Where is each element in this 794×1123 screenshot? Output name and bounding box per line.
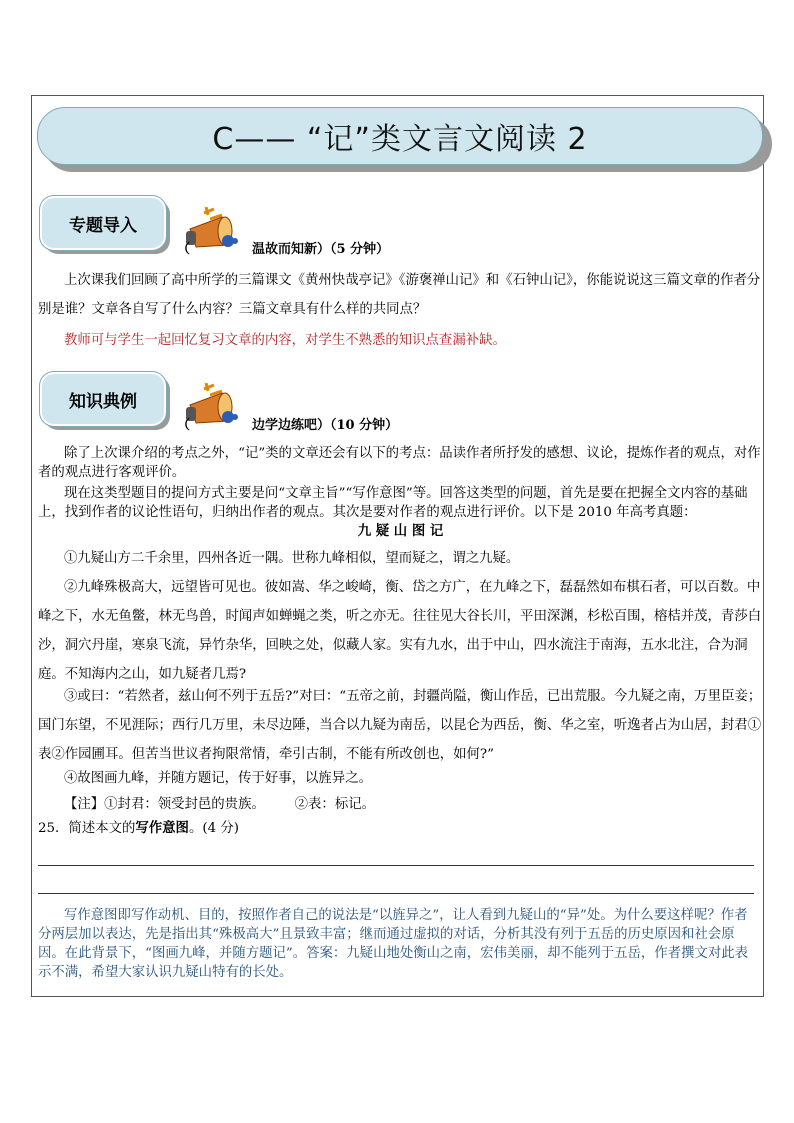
passage-paragraph-1: ①九疑山方二千余里，四州各近一隅。世称九峰相似，望而疑之，谓之九疑。: [64, 551, 520, 566]
teacher-note: 教师可与学生一起回忆复习文章的内容，对学生不熟悉的知识点查漏补缺。: [64, 333, 506, 348]
intro-time-note: 温故而知新）（5 分钟）: [252, 242, 390, 257]
section-badge-intro: [40, 196, 168, 250]
examples-note-open: （: [177, 418, 191, 433]
passage-paragraph-4: ④故图画九峰，并随方题记，传于好事，以旌异之。: [64, 771, 372, 786]
intro-note-open: （: [177, 242, 191, 257]
section-badge-label: 知识典例: [40, 372, 166, 426]
passage-title: 九 疑 山 图 记: [357, 523, 444, 539]
answer-line: [38, 893, 754, 894]
intro-paragraph: 上次课我们回顾了高中所学的三篇课文《黄州快哉亭记》《游褒禅山记》和《石钟山记》，你能说说这三篇文章的作者分别是谁？文章各自写了什么内容？三篇文章具有什么样的共同点？: [38, 273, 761, 317]
answer-text: 写作意图即写作动机、目的，按照作者自己的说法是“以旌异之”，让人看到九疑山的“异”处。为什么要这样呢？作者分两层加以表达，先是指出其“殊极高大”且景致丰富；继而通过虚拟的对话，分析其没有列于五岳的历史原因和社会原因。在此背景下，“图画九峰，并随方题记”。答案：九疑山地处衡山之南，宏伟美丽，却不能列于五岳，作者撰文对此表示不满，希望大家认识九疑山特有的长处。: [38, 908, 748, 980]
section-badge-label: 专题导入: [40, 196, 166, 250]
answer-line: [38, 865, 754, 866]
examples-paragraph-2: 现在这类型题目的提问方式主要是问“文章主旨”“写作意图”等。回答这类型的问题，首先是要在把握全文内容的基础上，找到作者的议论性语句，归纳出作者的观点。其次是要对作者的观点进行评价。以下是 2010 年高考真题：: [38, 486, 748, 520]
passage-paragraph-2: ②九峰殊极高大，远望皆可见也。彼如嵩、华之峻崎，衡、岱之方广，在九峰之下，磊磊然如布棋石者，可以百数。中峰之下，水无鱼鳖，林无鸟兽，时闻声如蝉蝇之类，听之亦无。往往见大谷长川，平田深渊，杉松百围，榕桔并茂，青莎白沙，洞穴丹崖，寒泉飞流，异竹杂华，回映之处，似藏人家。实有九水，出于中山，四水流注于南海，五水北注，合为洞庭。不知海内之山，如九疑者几焉?: [38, 580, 762, 682]
passage-notes: 【注】①封君：领受封邑的贵族。 ②表：标记。: [64, 797, 375, 812]
passage-paragraph-3: ③或曰：“若然者，兹山何不列于五岳?”对曰：“五帝之前，封疆尚隘，衡山作岳，已出荒服。今九疑之南，万里臣妾；国门东望，不见涯际；西行几万里，未尽边陲，当合以九疑为南岳，以昆仑为西岳，衡、华之室，听逸者占为山居，封君①表②作园圃耳。但苦当世议者拘限常情，牵引古制，不能有所改创也，如何?”: [38, 689, 762, 762]
megaphone-icon: [184, 207, 242, 257]
megaphone-icon: [184, 383, 242, 433]
section-badge-examples: [40, 372, 168, 426]
examples-time-note: 边学边练吧）（10 分钟）: [252, 418, 399, 433]
examples-paragraph-1: 除了上次课介绍的考点之外，“记”类的文章还会有以下的考点：品读作者所抒发的感想、议论，提炼作者的观点，对作者的观点进行客观评价。: [38, 446, 761, 480]
question-text: 25．简述本文的写作意图。(4 分): [38, 820, 239, 836]
page-title: C—— “记”类文言文阅读 2: [37, 107, 763, 165]
